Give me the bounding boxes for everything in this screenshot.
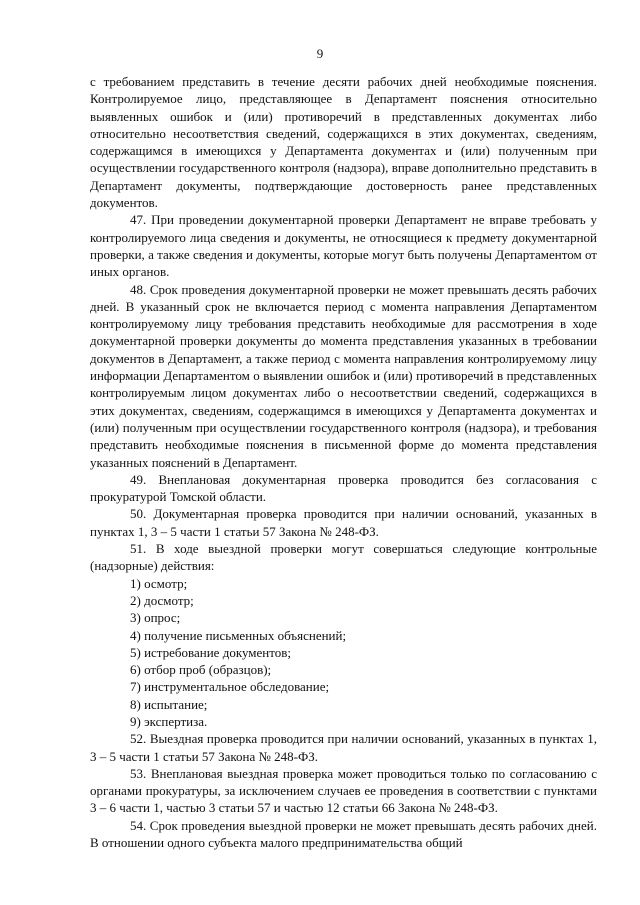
paragraph-54: 54. Срок проведения выездной проверки не может превышать десять рабочих дней. В отношении одного субъекта малого предпринимательства общий bbox=[90, 817, 597, 851]
paragraph-continuation: с требованием представить в течение десяти рабочих дней необходимые пояснения. Контролируемое лицо, представляющее в Департамент пояснения относительно выявленных ошибок и (или) противоречий в представленных документах либо относительно несоответствия сведений, содержащихся в этих документах, сведениям, содержащимся в имеющихся у Департамента документах и (или) полученным при осуществлении государственного контроля (надзора), вправе дополнительно представить в Департамент документы, подтверждающие достоверность ранее представленных документов. bbox=[90, 74, 597, 211]
list-item-expertise: 9) экспертиза. bbox=[130, 713, 208, 729]
list-item-document-request: 5) истребование документов; bbox=[130, 644, 291, 660]
paragraph-47: 47. При проведении документарной проверки Департамент не вправе требовать у контролируемого лица сведения и документы, не относящиеся к предмету документарной проверки, а также сведения и документы, которые могут быть получены Департаментом от иных органов. bbox=[90, 212, 597, 280]
document-body bbox=[90, 73, 597, 851]
list-item-written-explanations: 4) получение письменных объяснений; bbox=[130, 627, 347, 643]
list-item-testing: 8) испытание; bbox=[130, 696, 208, 712]
paragraph-53: 53. Внеплановая выездная проверка может проводиться только по согласованию с органами прокуратуры, за исключением случаев ее проведения в соответствии с пунктами 3 – 6 части 1, частью 3 статьи 57 и частью 12 статьи 66 Закона № 248-ФЗ. bbox=[90, 765, 597, 816]
paragraph-48: 48. Срок проведения документарной проверки не может превышать десять рабочих дней. В указанный срок не включается период с момента направления Департаментом контролируемому лицу требования представить необходимые для рассмотрения в ходе документарной проверки документы до момента представления указанных в требовании документов в Департамент, а также период с момента направления контролируемому лицу информации Департаментом о выявлении ошибок и (или) противоречий в представленных контролируемым лицом документах либо о несоответствии сведений, содержащихся в этих документах, сведениям, содержащимся в имеющихся у Департамента документах и (или) полученным при осуществлении государственного контроля (надзора), и требования представить необходимые пояснения в письменной форме до момента представления указанных пояснений в Департамент. bbox=[90, 281, 597, 470]
list-item-instrumental-examination: 7) инструментальное обследование; bbox=[130, 679, 330, 695]
list-item-search: 2) досмотр; bbox=[130, 592, 194, 608]
paragraph-49: 49. Внеплановая документарная проверка проводится без согласования с прокуратурой Томской области. bbox=[90, 471, 597, 505]
paragraph-50: 50. Документарная проверка проводится при наличии оснований, указанных в пунктах 1, 3 – 5 части 1 статьи 57 Закона № 248-ФЗ. bbox=[90, 506, 597, 539]
paragraph-51: 51. В ходе выездной проверки могут совершаться следующие контрольные (надзорные) действия: bbox=[90, 541, 597, 574]
paragraph-52: 52. Выездная проверка проводится при наличии оснований, указанных в пунктах 1, 3 – 5 части 1 статьи 57 Закона № 248-ФЗ. bbox=[90, 731, 597, 764]
page-number: 9 bbox=[316, 46, 324, 61]
list-item-sampling: 6) отбор проб (образцов); bbox=[130, 662, 272, 678]
list-item-inspection: 1) осмотр; bbox=[130, 575, 188, 591]
list-item-survey: 3) опрос; bbox=[130, 610, 181, 626]
